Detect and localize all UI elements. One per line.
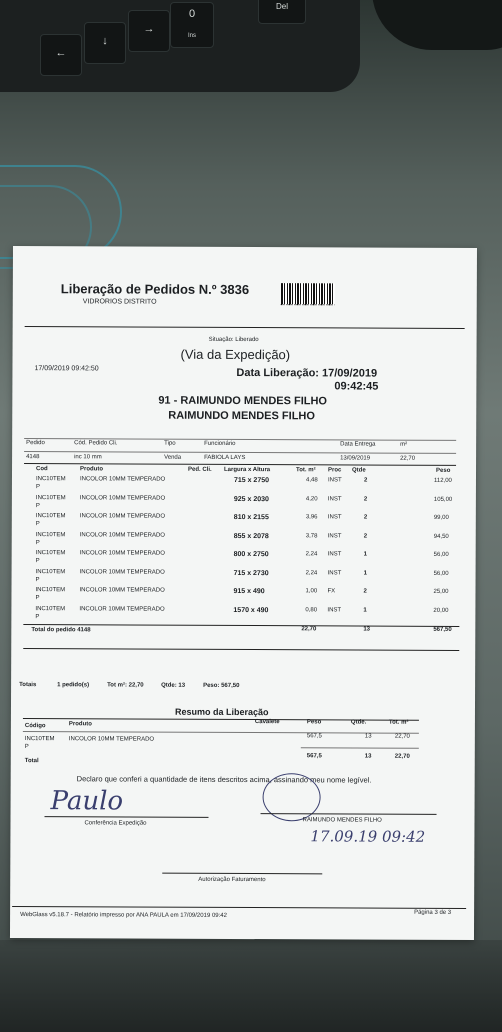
item-m2: 3,96 bbox=[305, 514, 318, 521]
resumo-col-codigo: Código bbox=[24, 723, 46, 730]
document-title: Liberação de Pedidos N.º 3836 bbox=[60, 281, 250, 298]
item-peso: 105,00 bbox=[433, 496, 453, 503]
item-dim: 915 x 490 bbox=[233, 587, 265, 596]
item-cod2: P bbox=[35, 576, 40, 583]
data-liberacao-time: 09:42:45 bbox=[334, 380, 379, 393]
resumo-col-cavalete: Cavalete bbox=[254, 719, 280, 726]
resumo-total-m2: 22,70 bbox=[394, 753, 410, 760]
resumo-total-peso: 567,5 bbox=[306, 753, 322, 760]
footer-text: WebGlass v5.18.7 - Relatório impresso por ANA PAULA em 17/09/2019 09:42 bbox=[20, 912, 227, 919]
order-total-label: Total do pedido 4148 bbox=[31, 627, 91, 634]
col-m2: m² bbox=[400, 441, 408, 448]
order-total-qtde: 13 bbox=[363, 626, 371, 633]
items-col-qtde: Qtde bbox=[352, 467, 366, 474]
item-qtde: 1 bbox=[363, 607, 367, 614]
order-cod: inc 10 mm bbox=[74, 454, 102, 461]
item-cod2: P bbox=[35, 613, 40, 620]
item-produto: INCOLOR 10MM TEMPERADO bbox=[79, 494, 166, 502]
item-dim: 855 x 2078 bbox=[233, 532, 269, 540]
col-tipo: Tipo bbox=[164, 440, 176, 447]
item-cod: INC10TEM bbox=[35, 531, 66, 538]
item-m2: 2,24 bbox=[305, 551, 318, 558]
key-right: → bbox=[128, 10, 170, 52]
totals-peso: Peso: 567,50 bbox=[203, 682, 240, 689]
item-proc: INST bbox=[327, 477, 342, 484]
data-liberacao: Data Liberação: 17/09/2019 bbox=[236, 366, 378, 380]
item-dim: 1570 x 490 bbox=[233, 606, 269, 614]
mouse bbox=[372, 0, 502, 50]
resumo-produto: INCOLOR 10MM TEMPERADO bbox=[68, 736, 155, 743]
item-cod2: P bbox=[35, 502, 40, 509]
resumo-qtde: 13 bbox=[364, 733, 372, 740]
order-total-peso: 567,50 bbox=[433, 626, 452, 633]
key-zero: 0 Ins bbox=[170, 2, 214, 48]
item-cod: INC10TEM bbox=[35, 550, 66, 557]
item-m2: 4,48 bbox=[305, 477, 318, 484]
item-qtde: 2 bbox=[363, 496, 368, 503]
item-proc: INST bbox=[327, 551, 342, 558]
handwritten-signature-left: Paulo bbox=[50, 786, 124, 817]
page-number: Página 3 de 3 bbox=[414, 909, 452, 916]
item-proc: INST bbox=[327, 495, 342, 502]
declaration: Declaro que conferi a quantidade de itens descritos acima, assinando meu nome legível. bbox=[76, 774, 372, 785]
item-m2: 1,00 bbox=[305, 588, 318, 595]
resumo-m2: 22,70 bbox=[394, 733, 410, 740]
resumo-col-peso: Peso bbox=[306, 719, 322, 726]
order-m2: 22,70 bbox=[400, 455, 416, 462]
conferencia-label: Conferência Expedição bbox=[84, 820, 147, 827]
item-dim: 715 x 2730 bbox=[233, 569, 269, 577]
item-cod: INC10TEM bbox=[35, 587, 66, 594]
items-col-produto: Produto bbox=[80, 466, 104, 473]
item-proc: INST bbox=[327, 606, 342, 613]
item-m2: 3,78 bbox=[305, 532, 318, 539]
item-peso: 56,00 bbox=[433, 551, 449, 558]
printed-at: 17/09/2019 09:42:50 bbox=[34, 365, 99, 373]
key-down: ↓ bbox=[84, 22, 126, 64]
item-peso: 56,00 bbox=[433, 570, 449, 577]
client-line-2: RAIMUNDO MENDES FILHO bbox=[168, 409, 315, 423]
totals-label: Totais bbox=[19, 682, 37, 689]
item-peso: 99,00 bbox=[433, 514, 449, 521]
item-qtde: 2 bbox=[363, 477, 368, 484]
col-data-entrega: Data Entrega bbox=[340, 441, 376, 448]
item-cod2: P bbox=[35, 595, 40, 602]
keyboard bbox=[0, 0, 360, 92]
item-cod: INC10TEM bbox=[35, 568, 66, 575]
item-produto: INCOLOR 10MM TEMPERADO bbox=[79, 513, 166, 520]
items-col-ped-cli: Ped. Cli. bbox=[188, 466, 212, 473]
item-peso: 112,00 bbox=[433, 477, 452, 484]
col-funcionario: Funcionário bbox=[204, 440, 236, 447]
item-dim: 810 x 2155 bbox=[233, 513, 269, 522]
item-peso: 20,00 bbox=[433, 607, 449, 614]
item-cod: INC10TEM bbox=[35, 605, 66, 612]
situacao: Situação: Liberado bbox=[208, 336, 259, 344]
item-produto: INCOLOR 10MM TEMPERADO bbox=[79, 605, 165, 613]
order-tipo: Venda bbox=[164, 454, 182, 461]
order-total-m2: 22,70 bbox=[301, 626, 317, 633]
item-cod: INC10TEM bbox=[35, 494, 66, 501]
totals-qtde: Qtde: 13 bbox=[161, 682, 186, 689]
item-proc: INST bbox=[327, 514, 342, 521]
resumo-title: Resumo da Liberação bbox=[174, 706, 269, 718]
order-funcionario: FABIOLA LAYS bbox=[204, 454, 246, 462]
item-proc: FX bbox=[327, 588, 336, 595]
item-qtde: 2 bbox=[363, 588, 367, 595]
resumo-col-produto: Produto bbox=[68, 721, 92, 728]
item-dim: 715 x 2750 bbox=[233, 476, 270, 485]
items-col-dim: Largura x Altura bbox=[224, 466, 271, 474]
item-cod2: P bbox=[35, 558, 40, 565]
totals-pedidos: 1 pedido(s) bbox=[57, 682, 90, 689]
key-del: Del bbox=[258, 0, 306, 24]
document-sheet bbox=[10, 246, 477, 940]
item-produto: INCOLOR 10MM TEMPERADO bbox=[79, 587, 165, 594]
item-qtde: 2 bbox=[363, 514, 368, 521]
items-col-cod: Cod bbox=[36, 466, 48, 473]
col-pedido: Pedido bbox=[26, 440, 45, 447]
client-line-1: 91 - RAIMUNDO MENDES FILHO bbox=[158, 394, 328, 408]
item-qtde: 1 bbox=[363, 551, 368, 558]
item-dim: 800 x 2750 bbox=[233, 550, 269, 559]
key-left: ← bbox=[40, 34, 82, 76]
order-pedido: 4148 bbox=[26, 454, 40, 461]
item-produto: INCOLOR 10MM TEMPERADO bbox=[79, 550, 165, 557]
item-peso: 94,50 bbox=[433, 533, 449, 540]
company-name: VIDRORIOS DISTRITO bbox=[82, 298, 157, 306]
item-cod: INC10TEM bbox=[35, 476, 66, 483]
via-label: (Via da Expedição) bbox=[180, 346, 291, 363]
resumo-peso: 567,5 bbox=[306, 733, 322, 740]
item-cod2: P bbox=[35, 539, 40, 546]
item-dim: 925 x 2030 bbox=[233, 495, 269, 503]
item-m2: 2,24 bbox=[305, 569, 318, 576]
resumo-col-m2: Tot. m² bbox=[388, 719, 409, 726]
item-cod2: P bbox=[35, 484, 40, 491]
order-data-entrega: 13/09/2019 bbox=[340, 455, 371, 462]
items-col-peso: Peso bbox=[436, 467, 451, 474]
autorizacao-label: Autorização Faturamento bbox=[198, 876, 266, 884]
item-produto: INCOLOR 10MM TEMPERADO bbox=[79, 531, 166, 539]
item-produto: INCOLOR 10MM TEMPERADO bbox=[79, 476, 166, 483]
item-proc: INST bbox=[327, 569, 342, 576]
resumo-total-qtde: 13 bbox=[364, 753, 372, 760]
item-m2: 4,20 bbox=[305, 495, 318, 502]
item-produto: INCOLOR 10MM TEMPERADO bbox=[79, 568, 165, 576]
resumo-col-qtde: Qtde. bbox=[350, 719, 367, 726]
item-m2: 0,80 bbox=[305, 606, 318, 613]
item-peso: 25,00 bbox=[433, 588, 449, 595]
items-col-m2: Tot. m² bbox=[296, 467, 316, 474]
resumo-cod: INC10TEM bbox=[24, 736, 55, 743]
client-signature-name: RAIMUNDO MENDES FILHO bbox=[302, 817, 382, 824]
totals-m2: Tot m²: 22,70 bbox=[107, 682, 144, 689]
resumo-total-label: Total bbox=[24, 758, 39, 765]
handwritten-date: 17.09.19 09:42 bbox=[310, 827, 426, 846]
item-proc: INST bbox=[327, 532, 342, 539]
resumo-cod2: P bbox=[24, 744, 29, 751]
desk-shadow bbox=[0, 940, 502, 1032]
items-col-proc: Proc bbox=[328, 467, 342, 474]
barcode bbox=[281, 283, 335, 305]
item-cod: INC10TEM bbox=[35, 513, 66, 520]
item-cod2: P bbox=[35, 521, 40, 528]
item-qtde: 1 bbox=[363, 570, 367, 577]
item-qtde: 2 bbox=[363, 533, 368, 540]
col-cod-pedido: Cód. Pedido Cli. bbox=[74, 440, 118, 447]
